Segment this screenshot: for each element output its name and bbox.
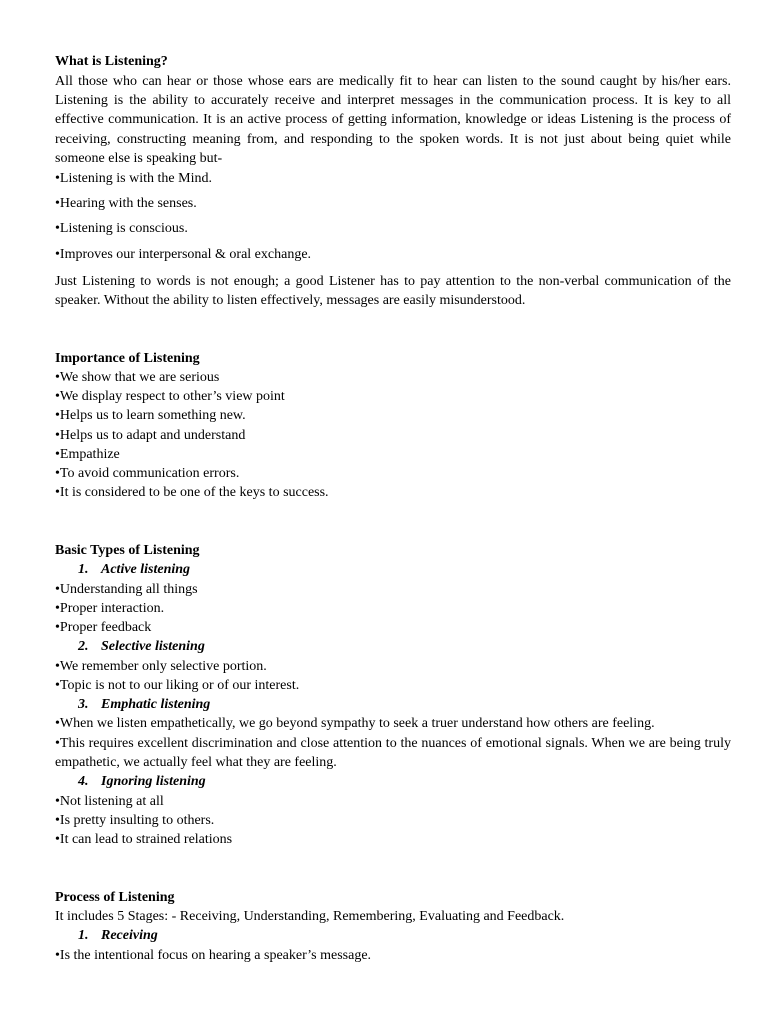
process-subheading-receiving bbox=[78, 926, 754, 945]
importance-point: •We show that we are serious bbox=[55, 370, 220, 385]
what-point: •Listening is conscious. bbox=[55, 221, 188, 236]
importance-point: •We display respect to other’s view point bbox=[55, 389, 285, 404]
type-point: •Topic is not to our liking or of our interest. bbox=[55, 678, 300, 693]
heading-what-is-listening: What is Listening? bbox=[55, 54, 168, 69]
importance-point: •Helps us to learn something new. bbox=[55, 408, 246, 423]
list-number: 1. bbox=[78, 928, 89, 943]
list-number: 4. bbox=[78, 774, 89, 789]
type-point: •Proper interaction. bbox=[55, 601, 165, 616]
what-point: •Improves our interpersonal & oral exchange. bbox=[55, 247, 312, 262]
what-point: •Listening is with the Mind. bbox=[55, 171, 212, 186]
subheading-title: Selective listening bbox=[101, 639, 205, 654]
type-subheading-selective bbox=[78, 637, 754, 656]
subheading-title: Ignoring listening bbox=[101, 774, 206, 789]
list-number: 3. bbox=[78, 697, 89, 712]
type-subheading-active bbox=[78, 560, 754, 579]
type-point: •Is pretty insulting to others. bbox=[55, 813, 215, 828]
importance-point: •Empathize bbox=[55, 447, 120, 462]
type-point: •It can lead to strained relations bbox=[55, 832, 233, 847]
importance-point: •Helps us to adapt and understand bbox=[55, 428, 246, 443]
subheading-title: Active listening bbox=[101, 562, 191, 577]
type-subheading-ignoring bbox=[78, 772, 754, 791]
what-intro-paragraph: All those who can hear or those whose ears are medically fit to hear can listen to the sound caught by his/her ears. Listening is the ability to accurately receive and interpret messages in the communication process. It is key to all effective communication. It is an active process of getting information, knowledge or ideas Listening is the process of receiving, constructing meaning from, and responding to the spoken words. It is not just about being quiet while someone else is speaking but- bbox=[55, 74, 731, 166]
process-point: •Is the intentional focus on hearing a speaker’s message. bbox=[55, 948, 372, 963]
list-number: 2. bbox=[78, 639, 89, 654]
subheading-title: Receiving bbox=[101, 928, 158, 943]
importance-point: •It is considered to be one of the keys to success. bbox=[55, 485, 329, 500]
heading-importance-of-listening: Importance of Listening bbox=[55, 351, 200, 366]
type-subheading-emphatic bbox=[78, 695, 754, 714]
subheading-title: Emphatic listening bbox=[101, 697, 211, 712]
type-point: •Not listening at all bbox=[55, 794, 164, 809]
type-point: •We remember only selective portion. bbox=[55, 659, 267, 674]
list-number: 1. bbox=[78, 562, 89, 577]
type-point: •This requires excellent discrimination and close attention to the nuances of emotional signals. When we are being truly empathetic, we actually feel what they are feeling. bbox=[55, 736, 731, 771]
importance-point: •To avoid communication errors. bbox=[55, 466, 240, 481]
process-intro: It includes 5 Stages: - Receiving, Understanding, Remembering, Evaluating and Feedback. bbox=[55, 909, 565, 924]
what-closing-paragraph: Just Listening to words is not enough; a good Listener has to pay attention to the non-verbal communication of the speaker. Without the ability to listen effectively, messages are easily misunderstood. bbox=[55, 274, 731, 309]
type-point: •Proper feedback bbox=[55, 620, 152, 635]
type-point: •When we listen empathetically, we go beyond sympathy to seek a truer understand how others are feeling. bbox=[55, 716, 655, 731]
type-point: •Understanding all things bbox=[55, 582, 198, 597]
what-point: •Hearing with the senses. bbox=[55, 196, 197, 211]
heading-process-of-listening: Process of Listening bbox=[55, 890, 175, 905]
heading-basic-types-of-listening: Basic Types of Listening bbox=[55, 543, 200, 558]
